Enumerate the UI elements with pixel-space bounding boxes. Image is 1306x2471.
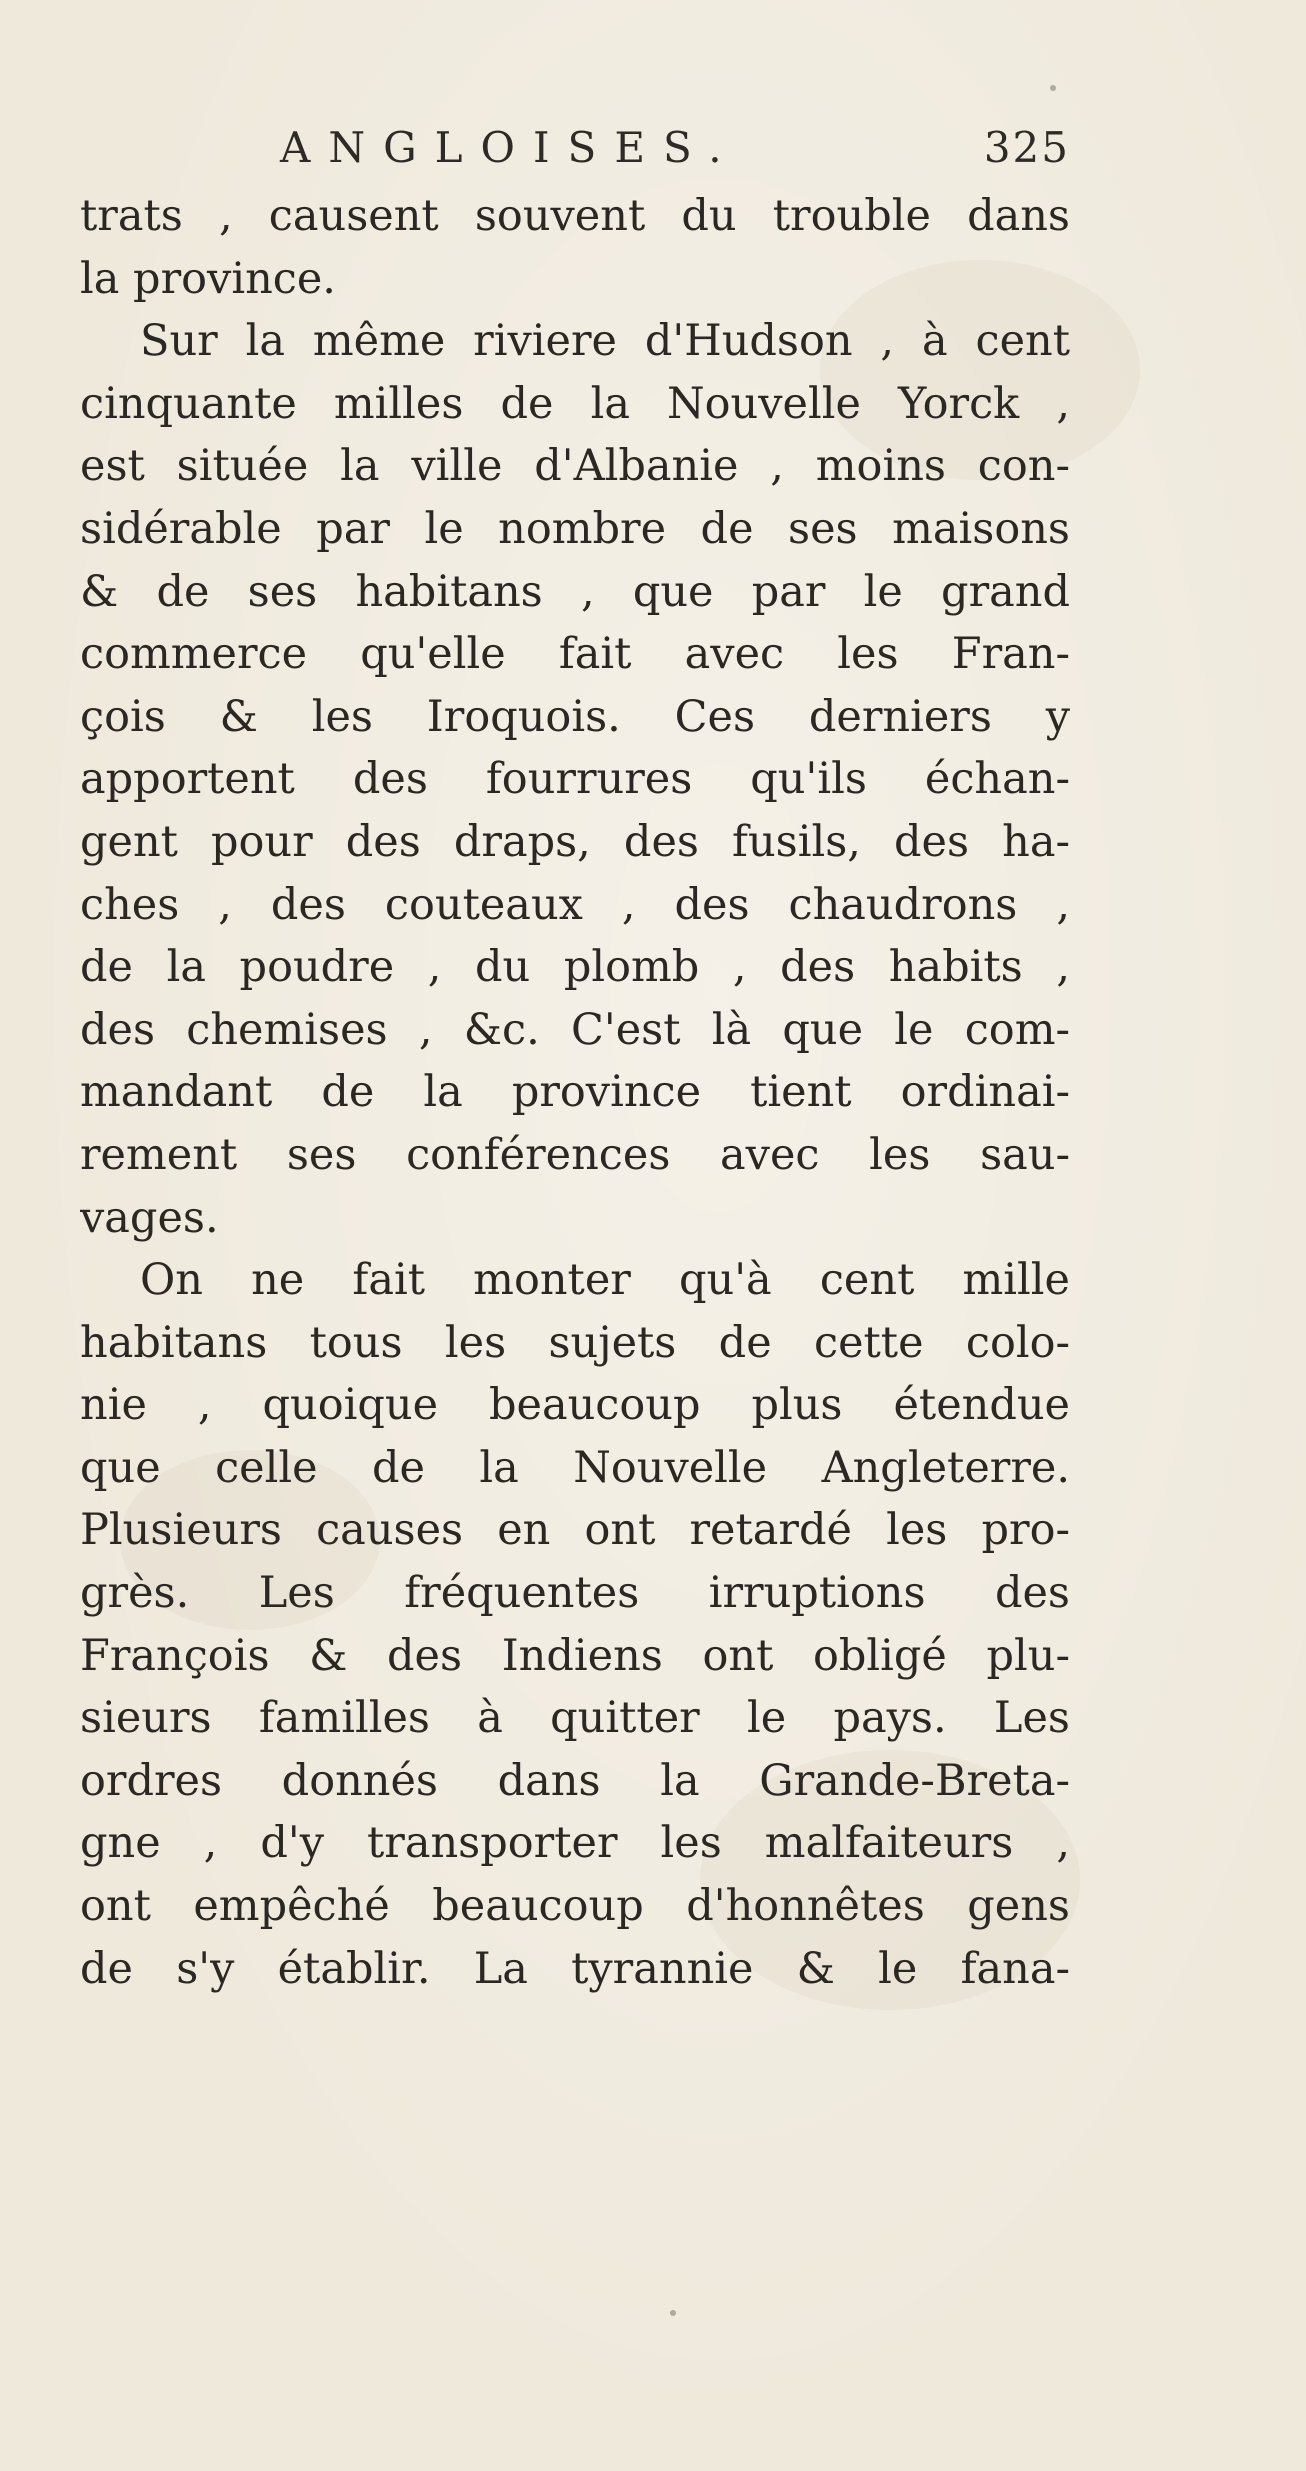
running-head-title: ANGLOISES. [280,123,740,172]
text-line: commerce qu'elle fait avec les Fran- [80,629,1070,680]
page-number: 325 [983,123,1070,172]
ink-speck [1050,85,1056,91]
text-line: grès. Les fréquentes irruptions des [80,1568,1070,1619]
text-line: cinquante milles de la Nouvelle Yorck , [80,378,1070,429]
text-line: rement ses conférences avec les sau- [80,1129,1070,1180]
text-line: des chemises , &c. C'est là que le com- [80,1004,1070,1055]
text-line: ont empêché beaucoup d'honnêtes gens [80,1881,1070,1932]
text-line: ordres donnés dans la Grande-Breta- [80,1755,1070,1806]
text-line: sidérable par le nombre de ses maisons [80,503,1070,554]
text-line: que celle de la Nouvelle Angleterre. [80,1442,1070,1493]
text-line: de la poudre , du plomb , des habits , [80,942,1070,993]
running-head [80,118,1070,178]
text-line: nie , quoique beaucoup plus étendue [80,1380,1070,1431]
text-line: gne , d'y transporter les malfaiteurs , [80,1818,1070,1869]
text-line: sieurs familles à quitter le pays. Les [80,1693,1070,1744]
text-line: On ne fait monter qu'à cent mille [140,1255,1070,1306]
text-line: çois & les Iroquois. Ces derniers y [80,691,1070,742]
text-line: Plusieurs causes en ont retardé les pro- [80,1505,1070,1556]
body-text [80,185,1070,2000]
text-line: de s'y établir. La tyrannie & le fana- [80,1943,1070,1994]
text-line: & de ses habitans , que par le grand [80,566,1070,617]
text-line: la province. [80,253,336,304]
text-line: vages. [80,1192,219,1243]
text-line: mandant de la province tient ordinai- [80,1067,1070,1118]
text-line: apportent des fourrures qu'ils échan- [80,754,1070,805]
text-line: trats , causent souvent du trouble dans [80,191,1070,241]
text-line: ches , des couteaux , des chaudrons , [80,879,1070,930]
text-line: est située la ville d'Albanie , moins con- [80,441,1070,492]
text-line: gent pour des draps, des fusils, des ha- [80,816,1070,867]
text-line: Sur la même riviere d'Hudson , à cent [140,316,1070,367]
text-line: François & des Indiens ont obligé plu- [80,1630,1070,1681]
ink-speck [670,2310,676,2316]
text-line: habitans tous les sujets de cette colo- [80,1317,1070,1368]
